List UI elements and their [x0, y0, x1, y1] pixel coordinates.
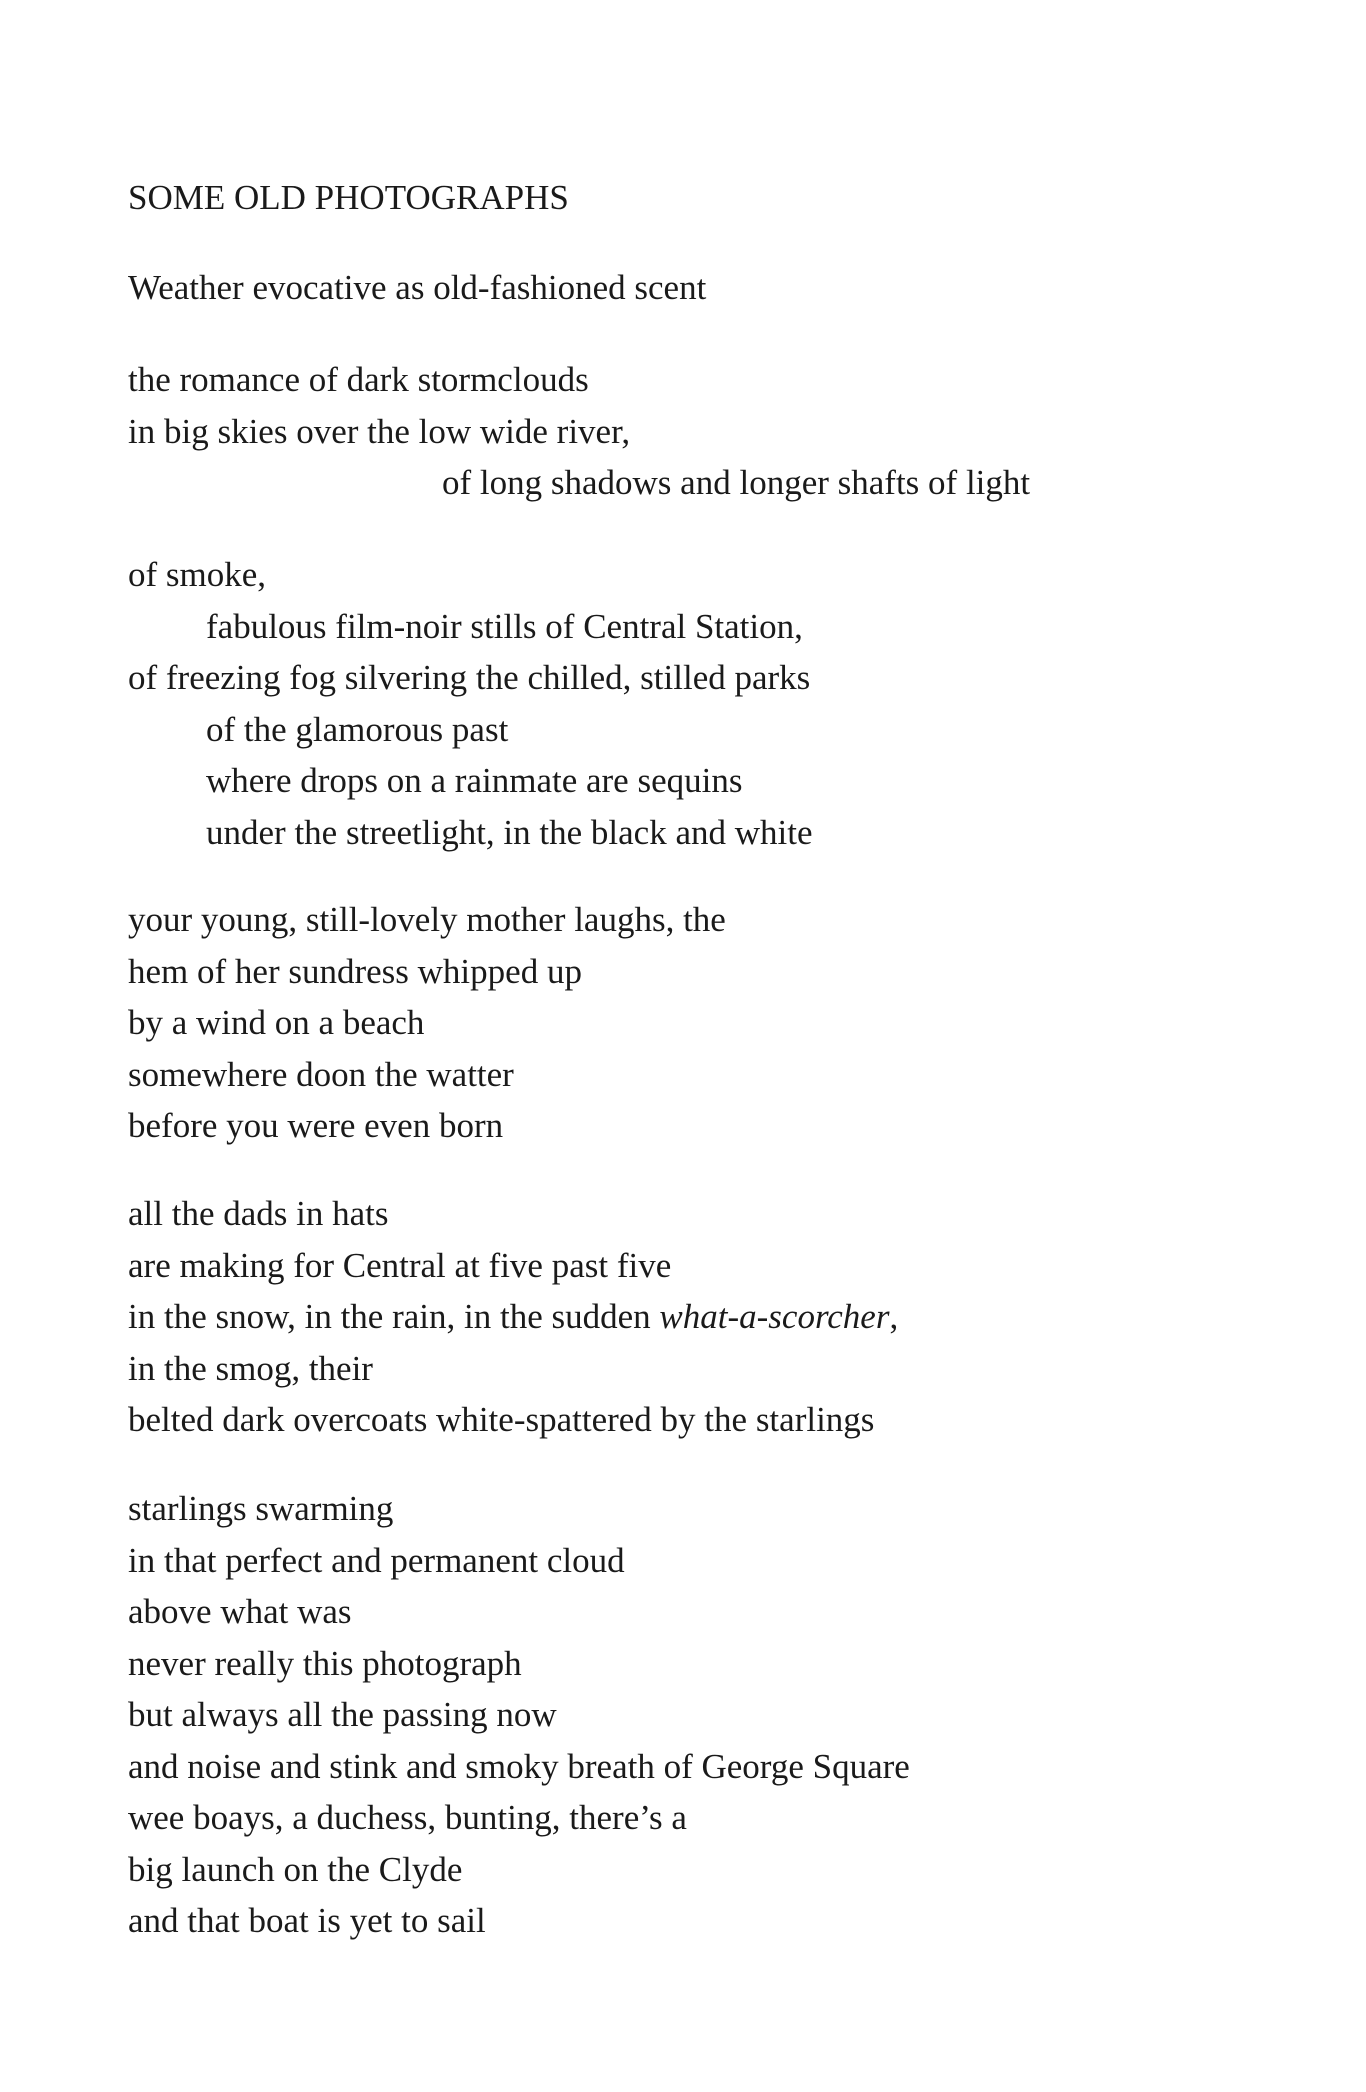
poem-line: where drops on a rainmate are sequins — [206, 761, 743, 800]
poem-line-text: in the snow, in the rain, in the sudden — [128, 1297, 660, 1336]
poem-line: Weather evocative as old-fashioned scent — [128, 268, 707, 307]
stanza-1 — [128, 262, 706, 314]
stanza-6 — [128, 1483, 910, 1947]
stanza-5 — [128, 1188, 898, 1446]
poem-line: big launch on the Clyde — [128, 1849, 463, 1889]
poem-line: but always all the passing now — [128, 1695, 557, 1734]
italic-phrase: what-a-scorcher — [659, 1297, 890, 1336]
poem-line-with-italic — [128, 1291, 898, 1343]
poem-line: starlings swarming — [128, 1489, 394, 1528]
poem-line: never really this photograph — [128, 1643, 522, 1683]
poem-line: in the smog, their — [128, 1348, 373, 1388]
poem-title: SOME OLD PHOTOGRAPHS — [128, 178, 569, 217]
poem-line: of smoke, — [128, 555, 267, 594]
poem-line: by a wind on a beach — [128, 1003, 425, 1042]
poem-line: of the glamorous past — [206, 709, 509, 749]
poem-line: wee boays, a duchess, bunting, there’s a — [128, 1798, 687, 1837]
poem-line-punctuation: , — [889, 1297, 899, 1336]
poem-line: and that boat is yet to sail — [128, 1901, 486, 1940]
poem-line: all the dads in hats — [128, 1194, 389, 1233]
stanza-2 — [128, 354, 1030, 509]
poem-line: in big skies over the low wide river, — [128, 411, 631, 451]
poem-line: belted dark overcoats white-spattered by the starlings — [128, 1400, 875, 1439]
poem-line: above what was — [128, 1592, 352, 1631]
poem-line: of freezing fog silvering the chilled, stilled parks — [128, 658, 811, 697]
poem-line: fabulous film-noir stills of Central Station, — [206, 606, 803, 646]
poem-line: in that perfect and permanent cloud — [128, 1540, 625, 1580]
poem-line: and noise and stink and smoky breath of George Square — [128, 1746, 910, 1786]
poem-line: before you were even born — [128, 1106, 504, 1145]
poem-line: your young, still-lovely mother laughs, the — [128, 900, 726, 939]
poem-line: hem of her sundress whipped up — [128, 951, 582, 991]
poem-line: somewhere doon the watter — [128, 1054, 514, 1094]
stanza-3 — [128, 549, 812, 858]
stanza-4 — [128, 894, 726, 1152]
poem-line: the romance of dark stormclouds — [128, 360, 589, 399]
poem-line: are making for Central at five past five — [128, 1245, 672, 1285]
poem-line: of long shadows and longer shafts of light — [442, 463, 1031, 502]
poem-line: under the streetlight, in the black and white — [206, 812, 813, 852]
